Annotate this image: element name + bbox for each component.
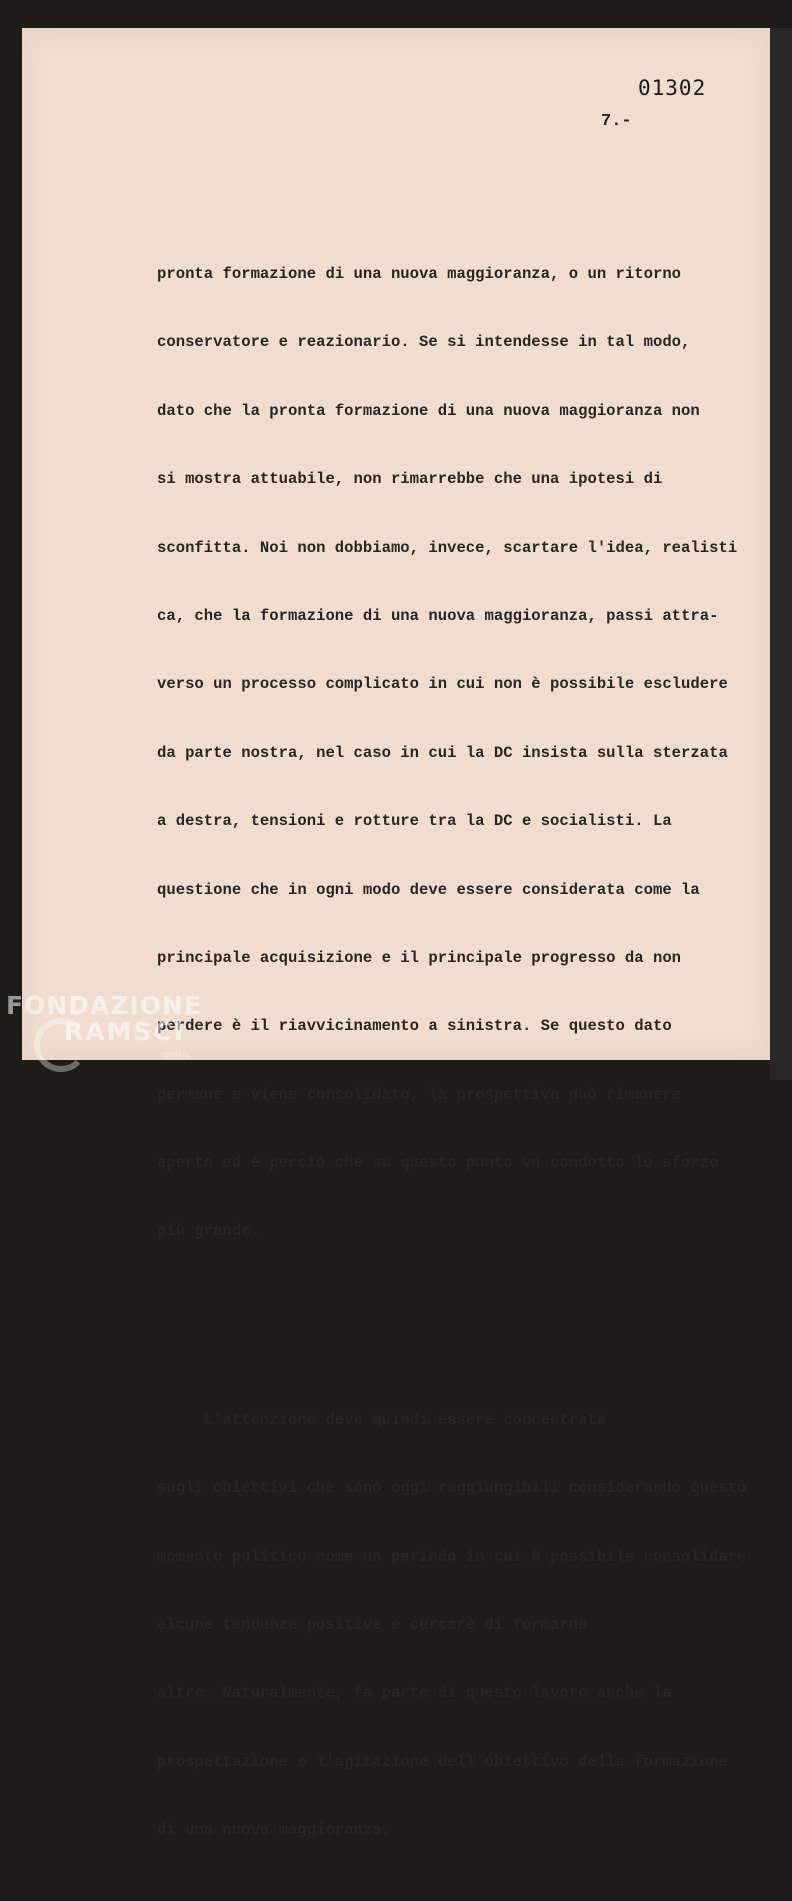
- text-line: a destra, tensioni e rotture tra la DC e socialisti. La: [157, 812, 672, 831]
- text-line: altre. Naturalmente, fa parte di questo lavoro anche la: [157, 1684, 672, 1703]
- text-line: di una nuova maggioranza.: [157, 1821, 391, 1840]
- text-line: principale acquisizione e il principale progresso da non: [157, 948, 682, 967]
- text-line: pronta formazione di una nuova maggioranza, o un ritorno: [157, 265, 682, 283]
- text-line: da parte nostra, nel caso in cui la DC insista sulla sterzata: [157, 743, 728, 762]
- paragraph-gap: [157, 1320, 777, 1332]
- archive-number: 01302: [638, 76, 707, 100]
- watermark-onlus: onlus: [163, 1050, 190, 1061]
- watermark-line-1: FONDAZIONE: [6, 991, 203, 1020]
- text-line: aperta ed è perciò che su questo punto va condotto lo sforzo: [157, 1154, 719, 1173]
- text-line: permane e viene consolidato, la prospettiva può rimanere: [157, 1085, 682, 1104]
- text-line: prospettazione e l'agitazione dell'obiettivo della formazione: [157, 1752, 728, 1771]
- text-line: si mostra attuabile, non rimarrebbe che una ipotesi di: [157, 470, 663, 489]
- text-line: alcune tendenze positive e cercare di formarne: [157, 1616, 588, 1635]
- text-line: sconfitta. Noi non dobbiamo, invece, scartare l'idea, realisti: [157, 538, 738, 557]
- text-line: conservatore e reazionario. Se si intendesse in tal modo,: [157, 333, 691, 352]
- text-line: più grande.: [157, 1222, 260, 1241]
- text-line: L'attenzione deve quindi essere concentrata: [157, 1410, 607, 1429]
- page-number: 7.-: [601, 112, 632, 131]
- text-line: dato che la pronta formazione di una nuova maggioranza non: [157, 401, 700, 420]
- watermark-line-2: RAMSCI: [64, 1017, 186, 1046]
- watermark-logo: [6, 993, 202, 1045]
- paragraph-2: [157, 1368, 777, 1883]
- text-line: sugli obiettivi che sono oggi raggiungibili considerando questo: [157, 1479, 747, 1498]
- text-line: ca, che la formazione di una nuova maggioranza, passi attra-: [157, 606, 719, 625]
- text-line: verso un processo complicato in cui non è possibile escludere: [157, 675, 728, 694]
- paragraph-1: [157, 222, 777, 1284]
- text-line: momento politico come un periodo in cui è possibile consolidare: [157, 1547, 747, 1566]
- text-line: perdere è il riavvicinamento a sinistra. Se questo dato: [157, 1017, 672, 1036]
- typewritten-text: [157, 186, 777, 1901]
- text-line: questione che in ogni modo deve essere considerata come la: [157, 880, 700, 899]
